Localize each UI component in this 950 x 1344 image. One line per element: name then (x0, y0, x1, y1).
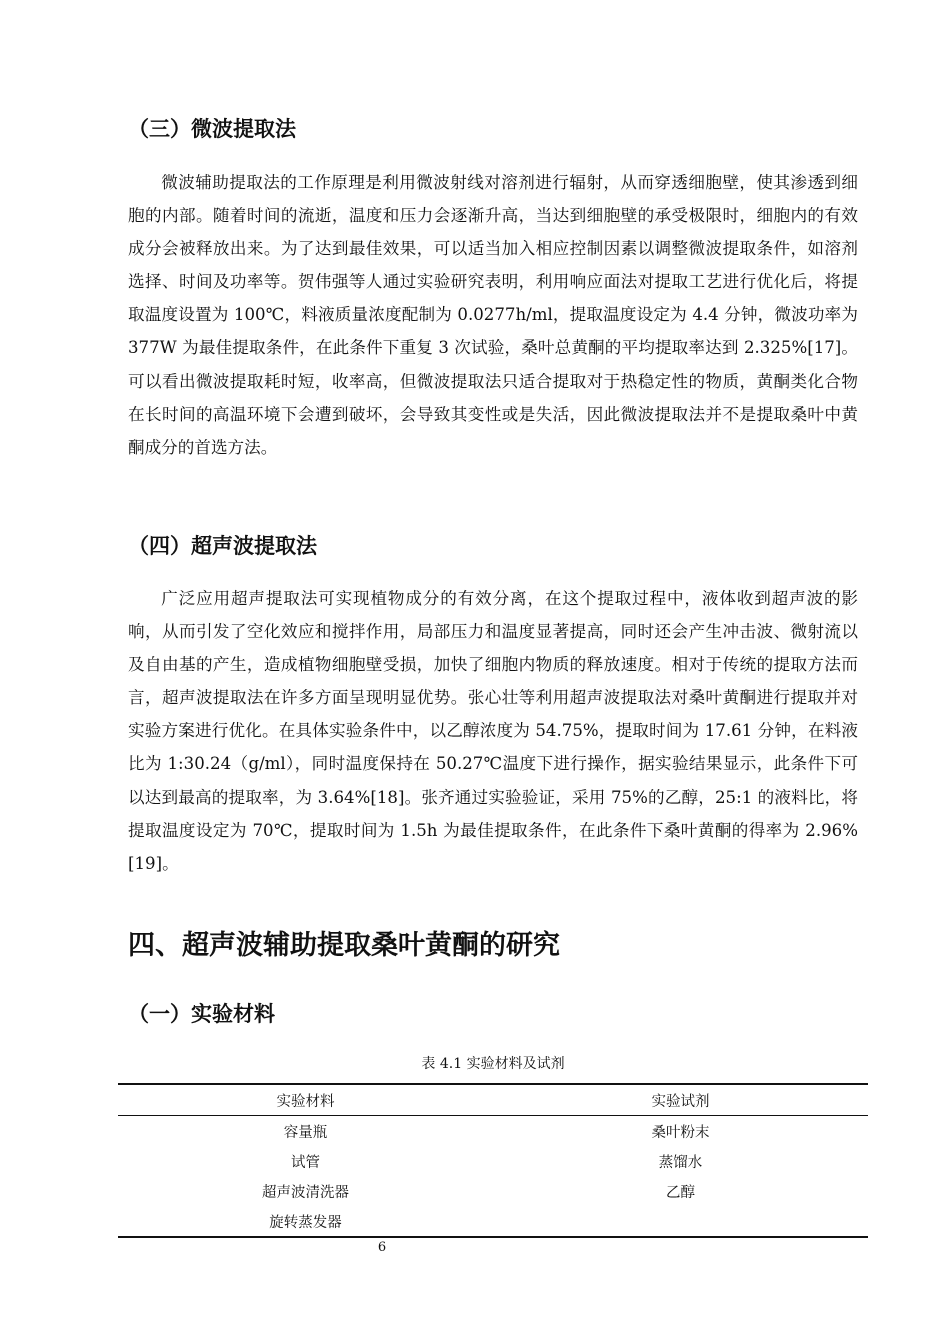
table-header-materials: 实验材料 (118, 1084, 493, 1116)
table-cell: 旋转蒸发器 (118, 1206, 493, 1237)
section-heading-ultrasonic: （四）超声波提取法 (128, 534, 317, 558)
table-cell: 蒸馏水 (658, 1154, 703, 1171)
table-header-row (118, 1084, 868, 1116)
table-row (118, 1146, 868, 1176)
table-cell: 乙醇 (666, 1184, 695, 1201)
page-number: 6 (377, 1240, 387, 1255)
table-cell (493, 1206, 868, 1237)
table-row (118, 1206, 868, 1237)
table-row (118, 1116, 868, 1147)
section-heading-microwave: （三）微波提取法 (128, 117, 296, 141)
table-row (118, 1176, 868, 1206)
materials-table (118, 1083, 868, 1238)
chapter-heading: 四、超声波辅助提取桑叶黄酮的研究 (128, 930, 560, 961)
table-cell: 试管 (291, 1154, 320, 1171)
table-header-reagents: 实验试剂 (493, 1084, 868, 1116)
paragraph-microwave: 微波辅助提取法的工作原理是利用微波射线对溶剂进行辐射，从而穿透细胞壁，使其渗透到细胞的内部。随着时间的流逝，温度和压力会逐渐升高，当达到细胞壁的承受极限时，细胞内的有效成分会被释放出来。为了达到最佳效果，可以适当加入相应控制因素以调整微波提取条件，如溶剂选择、时间及功率等。贺伟强等人通过实验研究表明，利用响应面法对提取工艺进行优化后，将提取温度设置为 100℃，料液质量浓度配制为 0.0277h/ml，提取温度设定为 4.4 分钟，微波功率为 377W 为最佳提取条件，在此条件下重复 3 次试验，桑叶总黄酮的平均提取率达到 2.325%[17]。可以看出微波提取耗时短，收率高，但微波提取法只适合提取对于热稳定性的物质，黄酮类化合物在长时间的高温环境下会遭到破坏，会导致其变性或是失活，因此微波提取法并不是提取桑叶中黄酮成分的首选方法。 (128, 173, 858, 457)
paragraph-ultrasonic: 广泛应用超声提取法可实现植物成分的有效分离，在这个提取过程中，液体收到超声波的影响，从而引发了空化效应和搅拌作用，局部压力和温度显著提高，同时还会产生冲击波、微射流以及自由基的产生，造成植物细胞壁受损，加快了细胞内物质的释放速度。相对于传统的提取方法而言，超声波提取法在许多方面呈现明显优势。张心壮等利用超声波提取法对桑叶黄酮进行提取并对实验方案进行优化。在具体实验条件中，以乙醇浓度为 54.75%，提取时间为 17.61 分钟，在料液比为 1:30.24（g/ml），同时温度保持在 50.27℃温度下进行操作，据实验结果显示，此条件下可以达到最高的提取率，为 3.64%[18]。张齐通过实验验证，采用 75%的乙醇，25:1 的液料比，将提取温度设定为 70℃，提取时间为 1.5h 为最佳提取条件，在此条件下桑叶黄酮的得率为 2.96%[19]。 (128, 589, 858, 873)
section-heading-materials: （一）实验材料 (128, 1002, 275, 1026)
table-cell: 容量瓶 (283, 1124, 328, 1141)
table-caption: 表 4.1 实验材料及试剂 (421, 1056, 565, 1072)
table-cell: 超声波清洗器 (262, 1184, 349, 1201)
table-cell: 桑叶粉末 (651, 1124, 710, 1141)
